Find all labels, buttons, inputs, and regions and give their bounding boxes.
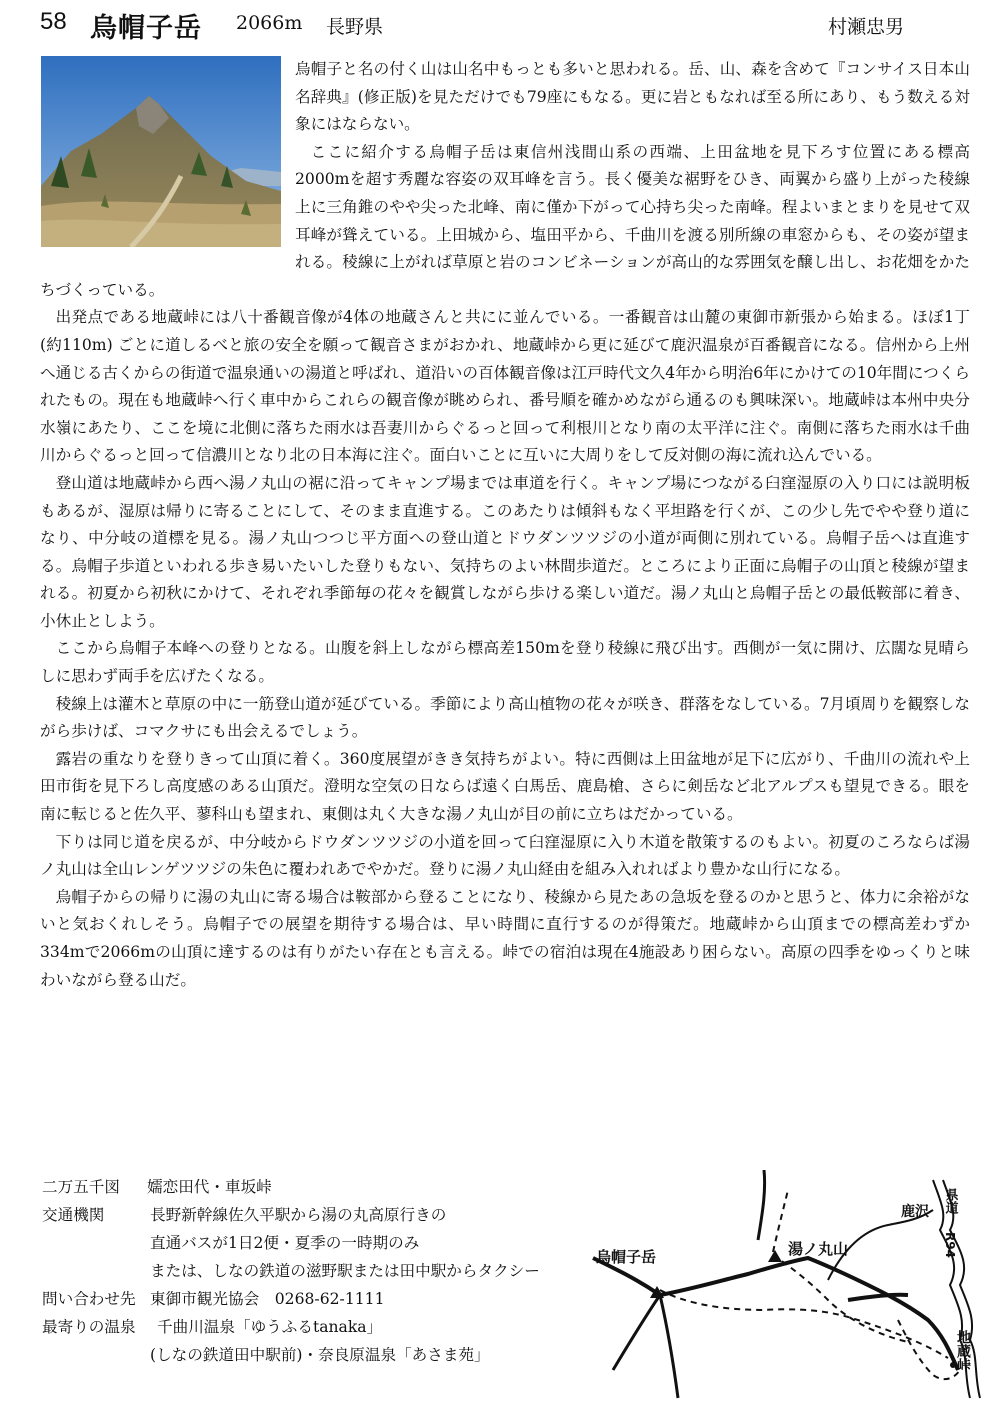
map-road	[758, 1170, 765, 1240]
info-value: 東御市観光協会 0268-62-1111	[150, 1290, 385, 1308]
info-row-transport	[42, 1201, 582, 1229]
info-value: 直通バスが1日2便・夏季の一時期のみ	[150, 1234, 420, 1252]
info-row-onsen-2	[42, 1341, 582, 1369]
paragraph: 下りは同じ道を戻るが、中分岐からドウダンツツジの小道を回って臼窪湿原に入り木道を散策するのもよい。初夏のころならば湯ノ丸山は全山レンゲツツジの朱色に覆われあでやかだ。登りに湯ノ丸山経由を組み入れればより豊かな山行になる。	[40, 832, 970, 879]
paragraph: 露岩の重なりを登りきって山頂に着く。360度展望がきき気持ちがよい。特に西側は上田盆地が足下に広がり、千曲川の流れや上田市街を見下ろし高度感のある山頂だ。澄明な空気の日ならば遠く白馬岳、鹿島槍、さらに剣岳など北アルプスも望見できる。眼を南に転じると佐久平、蓼科山も望まれ、東側は丸く大きな湯ノ丸山が目の前に立ちはだかっている。	[40, 749, 970, 824]
info-value: 長野新幹線佐久平駅から湯の丸高原行きの	[150, 1206, 447, 1224]
info-value: (しなの鉄道田中駅前)・奈良原温泉「あさま苑」	[150, 1346, 490, 1364]
info-row-contact	[42, 1285, 582, 1313]
map-label-kazawa: 鹿沢	[901, 1204, 929, 1220]
article-body	[40, 56, 970, 994]
map-trail	[773, 1255, 908, 1342]
info-value: または、しなの鉄道の滋野駅または田中駅からタクシー	[150, 1262, 540, 1280]
author: 村瀬忠男	[828, 16, 905, 38]
info-label: 最寄りの温泉	[42, 1318, 136, 1336]
map-label-eboshi: 烏帽子岳	[596, 1248, 657, 1266]
info-row-map	[42, 1173, 582, 1201]
prefecture: 長野県	[326, 16, 384, 38]
paragraph: 烏帽子と名の付く山は山名中もっとも多いと思われる。岳、山、森を含めて『コンサイス日本山名辞典』(修正版)を見ただけでも79座にもなる。更に岩ともなれば至る所にあり、もう数える対象にはならない。	[295, 60, 970, 134]
paragraph: 登山道は地蔵峠から西へ湯ノ丸山の裾に沿ってキャンプ場までは車道を行く。キャンプ場につながる臼窪湿原の入り口には説明板もあるが、湿原は帰りに寄ることにして、そのまま直進する。このあたりは傾斜もなく平坦路を行くが、この少し先でやや登り道になり、中分岐の道標を見る。湯ノ丸山つつじ平方面への登山道とドウダンツツジの小道が両側に別れている。烏帽子岳へは直進する。烏帽子歩道といわれる歩き易いたいした登りもない、気持ちのよい林間歩道だ。ところにより正面に烏帽子の山頂と稜線が望まれる。初夏から初秋にかけて、それぞれ季節毎の花々を観賞しながら歩ける楽しい道だ。湯ノ丸山と烏帽子岳との最低鞍部に着き、小休止としよう。	[40, 473, 970, 630]
info-value: 千曲川温泉「ゆうふるtanaka」	[157, 1318, 383, 1336]
map-trail	[773, 1190, 788, 1252]
photo-spacer	[40, 56, 295, 252]
summit-marker-yunomaru	[768, 1250, 782, 1262]
paragraph: ここに紹介する烏帽子岳は東信州浅間山系の西端、上田盆地を見下ろす位置にある標高2000mを超す秀麗な容姿の双耳峰を言う。長く優美な裾野をひき、両翼から盛り上がった稜線上に三角錐のやや尖った北峰、南に僅か下がって心持ち尖った南峰。程よいまとまりを見せて双耳峰が聳えている。上田城から、塩田平から、千曲川を渡る別所線の車窓からも、その姿が望まれる。稜線に上がれば草原と岩のコンビネーションが高山的な雰囲気を醸し出し、お花畑をかたちづくっている。	[40, 142, 970, 299]
paragraph: 烏帽子からの帰りに湯の丸山に寄る場合は鞍部から登ることになり、稜線から見たあの急坂を登るのかと思うと、体力に余裕がないと気おくれしそう。烏帽子での展望を期待する場合は、早い時間に直行するのが得策だ。地蔵峠から山頂までの標高差わずか334mで2066mの山頂に達するのは有りがたい存在とも言える。峠での宿泊は現在4施設あり困らない。高原の四季をゆっくりと味わいながら登る山だ。	[40, 887, 970, 989]
entry-number: 58	[40, 8, 67, 35]
map-label-jizo: 地蔵峠	[955, 1330, 971, 1372]
info-value: 嬬恋田代・車坂峠	[147, 1178, 272, 1196]
map-label-route-b: R94	[943, 1232, 957, 1258]
map-road	[613, 1295, 660, 1370]
route-map	[588, 1170, 983, 1400]
map-road	[660, 1295, 678, 1398]
info-section	[42, 1173, 582, 1369]
paragraph: ここから烏帽子本峰への登りとなる。山腹を斜上しながら標高差150mを登り稜線に飛び出す。西側が一気に開け、広闊な見晴らしに思わず両手を広げたくなる。	[40, 639, 970, 686]
info-label: 二万五千図	[42, 1178, 120, 1196]
info-label: 交通機関	[42, 1206, 105, 1224]
page-header	[40, 6, 970, 46]
info-label: 問い合わせ先	[42, 1290, 136, 1308]
info-row-transport-3	[42, 1257, 582, 1285]
map-label-route-a: 県道	[942, 1188, 958, 1214]
info-row-onsen	[42, 1313, 582, 1341]
info-row-transport-2	[42, 1229, 582, 1257]
mountain-name: 烏帽子岳	[90, 13, 202, 44]
paragraph: 稜線上は灌木と草原の中に一筋登山道が延びている。季節により高山植物の花々が咲き、群落をなしている。7月頃周りを観察しながら歩けば、コマクサにも出会えるでしょう。	[40, 694, 970, 741]
paragraph: 出発点である地蔵峠には八十番観音像が4体の地蔵さんと共にに並んでいる。一番観音は山麓の東御市新張から始まる。ほぼ1丁(約110m) ごとに道しるべと旅の安全を願って観音さまがおかれ、地蔵峠から更に延びて鹿沢温泉が百番観音になる。信州から上州へ通じる古くからの街道で温泉通いの湯道と呼ばれ、道沿いの百体観音像は江戸時代文久4年から明治6年にかけての10年間につくられたもの。現在も地蔵峠へ行く車中からこれらの観音像が眺められ、番号順を確かめながら通るのも興味深い。地蔵峠は本州中央分水嶺にあたり、ここを境に北側に落ちた雨水は吾妻川からぐるっと回って利根川となり南の太平洋に注ぐ。南側に落ちた雨水は千曲川からぐるっと回って信濃川となり北の日本海に注ぐ。面白いことに互いに大周りをして反対側の海に流れ込んでいる。	[40, 308, 970, 465]
map-trail	[660, 1290, 948, 1358]
map-label-yunomaru: 湯ノ丸山	[788, 1240, 849, 1258]
altitude: 2066m	[236, 12, 303, 34]
